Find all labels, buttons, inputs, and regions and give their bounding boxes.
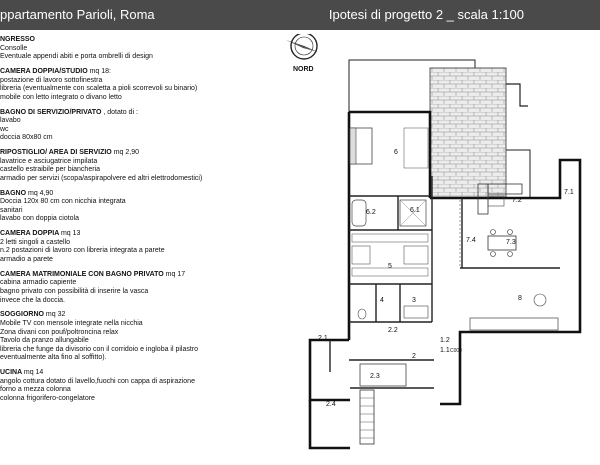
room-heading xyxy=(0,36,300,45)
floor-plan-drawing xyxy=(280,34,600,460)
room-title: UCINA xyxy=(0,369,22,377)
room-label: 2.2 xyxy=(388,327,398,334)
room-feature: lavabo xyxy=(0,117,21,125)
room-heading xyxy=(0,68,300,77)
toilet-icon xyxy=(358,309,366,319)
wardrobe xyxy=(404,128,428,168)
room-label: 6 xyxy=(394,149,398,156)
room-label: 2 xyxy=(412,353,416,360)
room-feature: armadio a parete xyxy=(0,256,53,263)
bathtub-icon xyxy=(352,200,366,226)
room-feature: angolo cottura dotato di lavello,fuochi con cappa di aspirazione xyxy=(0,377,195,385)
room-feature: lavabo con doppia ciotola xyxy=(0,215,80,223)
room-title: RIPOSTIGLIO/ AREA DI SERVIZIO xyxy=(0,149,112,157)
room-label: 2.4 xyxy=(326,401,336,408)
room-section xyxy=(0,109,300,143)
room-label: 7.3 xyxy=(506,239,516,246)
terrace-paving xyxy=(430,68,506,198)
room-feature: lavatrice e asciugatrice impilata xyxy=(0,157,98,165)
double-bed-icon xyxy=(360,364,406,386)
room-feature: armadio per servizi (scopa/aspirapolvere ed altri elettrodomestici) xyxy=(0,174,203,182)
bed-icon xyxy=(350,128,372,164)
room-feature: Tavolo da pranzo allungabile xyxy=(0,337,89,345)
room-section xyxy=(0,271,300,305)
room-label: 2.1 xyxy=(318,335,328,342)
room-feature: sanitari xyxy=(0,206,23,214)
room-heading xyxy=(0,271,300,280)
cabinet-strip xyxy=(352,234,428,242)
compass-icon xyxy=(286,34,318,59)
room-title: CAMERA DOPPIA xyxy=(0,230,59,238)
stair-icon xyxy=(360,390,374,444)
room-label: 2.3 xyxy=(370,373,380,380)
room-section xyxy=(0,311,300,363)
room-feature: eventualmente alta fino al soffitto). xyxy=(0,354,107,362)
room-feature: colonna frigorifero-congelatore xyxy=(0,394,95,402)
kitchen-counter xyxy=(470,318,558,330)
room-label: 4 xyxy=(380,297,384,304)
room-section xyxy=(0,36,300,62)
room-area: mq 4,90 xyxy=(28,189,54,197)
room-feature: libreria che funge da divisorio con il corridoio e ingloba il pilastro xyxy=(0,345,199,353)
room-label: 6.2 xyxy=(366,209,376,216)
interior-walls xyxy=(330,176,560,388)
room-feature: 2 letti singoli a castello xyxy=(0,238,71,246)
room-feature: mobile con letto integrato o divano letto xyxy=(0,93,122,101)
room-feature: libreria (eventualmente con scaletta a pioli scorrevoli su binario) xyxy=(0,85,198,93)
desk-icon xyxy=(404,246,428,264)
room-heading xyxy=(0,149,300,158)
room-feature: n.2 postazioni di lavoro con libreria integrata a parete xyxy=(0,247,165,255)
room-title: CAMERA MATRIMONIALE CON BAGNO PRIVATO xyxy=(0,270,164,278)
room-area: mq 32 xyxy=(45,311,66,319)
room-feature: bagno privato con possibilità di inserire la vasca xyxy=(0,287,149,295)
room-feature: Eventuale appendi abiti e porta ombrelli di design xyxy=(0,53,153,61)
floor-plan xyxy=(280,34,600,460)
room-heading xyxy=(0,190,300,199)
room-title: BAGNO xyxy=(0,189,27,197)
room-label: 1.2 xyxy=(440,337,450,344)
room-area: mq 2,90 xyxy=(113,149,140,157)
room-feature: cabina armadio capiente xyxy=(0,279,77,287)
room-title: SOGGIORNO xyxy=(0,311,44,319)
room-heading xyxy=(0,369,300,378)
room-title: BAGNO DI SERVIZIO/PRIVATO xyxy=(0,108,102,116)
room-label: 6.1 xyxy=(410,207,420,214)
room-heading xyxy=(0,311,300,320)
compass-label: NORD xyxy=(293,66,314,73)
room-feature: Consolle xyxy=(0,44,28,52)
project-title: ppartamento Parioli, Roma xyxy=(0,7,155,22)
room-descriptions xyxy=(0,36,300,410)
room-area: mq 13 xyxy=(60,230,81,238)
room-section xyxy=(0,230,300,264)
room-feature: wc xyxy=(0,125,9,133)
room-label: 7.4 xyxy=(466,237,476,244)
room-label: 5 xyxy=(388,263,392,270)
room-section xyxy=(0,190,300,224)
room-label: 7.1 xyxy=(564,189,574,196)
room-area: mq 14 xyxy=(23,369,44,377)
room-heading xyxy=(0,230,300,239)
room-feature: Doccia 120x 80 cm con nicchia integrata xyxy=(0,198,126,206)
room-code: C000 xyxy=(450,348,462,354)
room-label: 7.2 xyxy=(512,197,522,204)
room-feature: Mobile TV con mensole integrate nella nicchia xyxy=(0,319,143,327)
room-section xyxy=(0,369,300,403)
room-feature: invece che la doccia. xyxy=(0,296,65,304)
bunk-bed-icon xyxy=(352,246,370,264)
project-subtitle: Ipotesi di progetto 2 _ scala 1:100 xyxy=(328,7,524,22)
room-section xyxy=(0,68,300,102)
room-feature: doccia 80x80 cm xyxy=(0,134,53,142)
room-area: mq 18: xyxy=(89,67,111,75)
room-feature: castello estraibile per biancheria xyxy=(0,166,100,174)
room-area: , dotato di : xyxy=(103,108,138,116)
room-section xyxy=(0,149,300,183)
room-feature: Zona divani con pouf/poltroncina relax xyxy=(0,328,119,336)
room-feature: forno a mezza colonna xyxy=(0,386,71,394)
room-label: 1.1 xyxy=(440,347,450,354)
room-heading xyxy=(0,109,300,118)
title-bar xyxy=(0,0,600,30)
room-label: 3 xyxy=(412,297,416,304)
room-label: 8 xyxy=(518,295,522,302)
room-feature: postazione di lavoro sottofinestra xyxy=(0,76,103,84)
room-title: CAMERA DOPPIA/STUDIO xyxy=(0,67,88,75)
table-icon xyxy=(534,294,546,306)
sink-icon xyxy=(404,306,428,318)
room-area: mq 17 xyxy=(165,270,186,278)
room-title: NGRESSO xyxy=(0,36,36,43)
